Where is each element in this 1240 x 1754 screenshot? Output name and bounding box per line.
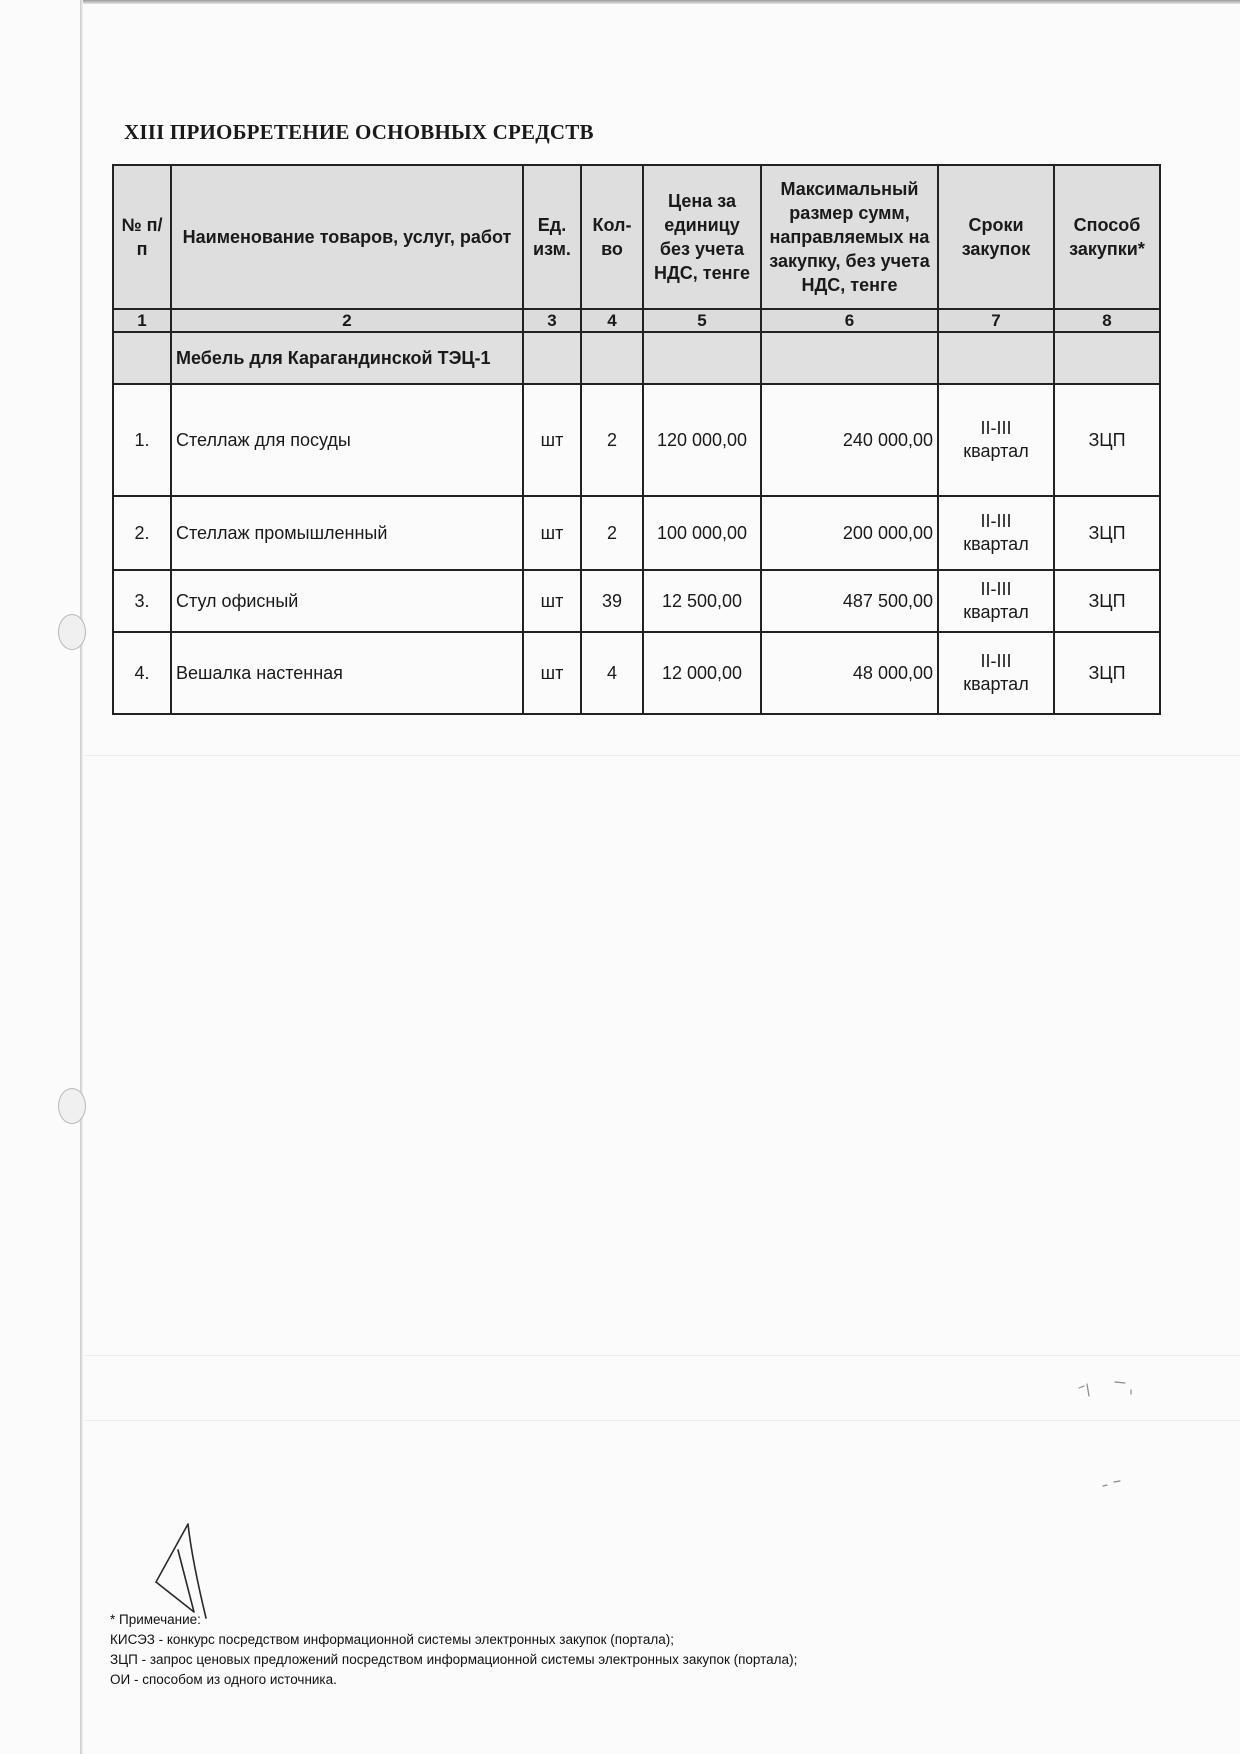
item-quantity: 2 bbox=[581, 384, 643, 496]
item-unit: шт bbox=[523, 570, 581, 632]
punch-hole bbox=[58, 614, 86, 650]
footnote-line: ЗЦП - запрос ценовых предложений посредством информационной системы электронных закупок (портала); bbox=[110, 1652, 798, 1667]
item-unit-price: 12 000,00 bbox=[643, 632, 761, 714]
header-cell: Сроки закупок bbox=[938, 165, 1054, 309]
item-quantity: 4 bbox=[581, 632, 643, 714]
item-quantity: 39 bbox=[581, 570, 643, 632]
item-unit-price: 120 000,00 bbox=[643, 384, 761, 496]
row-number: 3. bbox=[113, 570, 171, 632]
item-method: ЗЦП bbox=[1054, 496, 1160, 570]
column-number: 4 bbox=[581, 309, 643, 332]
column-number: 3 bbox=[523, 309, 581, 332]
footnote bbox=[110, 1610, 797, 1690]
page-top-edge bbox=[80, 0, 1240, 4]
period-word: квартал bbox=[963, 441, 1029, 461]
item-unit: шт bbox=[523, 496, 581, 570]
header-cell: Кол-во bbox=[581, 165, 643, 309]
row-number: 4. bbox=[113, 632, 171, 714]
faint-scan-line bbox=[84, 755, 1240, 756]
footnote-heading: * Примечание: bbox=[110, 1612, 201, 1627]
item-period bbox=[938, 496, 1054, 570]
item-name: Стеллаж промышленный bbox=[171, 496, 523, 570]
table-row bbox=[113, 384, 1160, 496]
signature-mark bbox=[148, 1520, 218, 1620]
item-unit: шт bbox=[523, 632, 581, 714]
procurement-table bbox=[112, 164, 1161, 715]
header-cell: Ед. изм. bbox=[523, 165, 581, 309]
column-number-row bbox=[113, 309, 1160, 332]
faint-scan-line bbox=[84, 1420, 1240, 1421]
item-unit: шт bbox=[523, 384, 581, 496]
period-word: квартал bbox=[963, 674, 1029, 694]
column-number: 2 bbox=[171, 309, 523, 332]
item-period bbox=[938, 570, 1054, 632]
item-method: ЗЦП bbox=[1054, 632, 1160, 714]
item-total: 240 000,00 bbox=[761, 384, 938, 496]
header-row bbox=[113, 165, 1160, 309]
item-quantity: 2 bbox=[581, 496, 643, 570]
column-number: 1 bbox=[113, 309, 171, 332]
period-quarters: II-III bbox=[980, 651, 1012, 671]
faint-scan-line bbox=[84, 1355, 1240, 1356]
item-name: Вешалка настенная bbox=[171, 632, 523, 714]
period-quarters: II-III bbox=[980, 579, 1012, 599]
table-row bbox=[113, 496, 1160, 570]
section-title: XIII ПРИОБРЕТЕНИЕ ОСНОВНЫХ СРЕДСТВ bbox=[124, 120, 594, 144]
group-title: Мебель для Карагандинской ТЭЦ-1 bbox=[171, 332, 523, 384]
item-name: Стеллаж для посуды bbox=[171, 384, 523, 496]
item-method: ЗЦП bbox=[1054, 384, 1160, 496]
header-cell: № п/п bbox=[113, 165, 171, 309]
header-cell: Цена за единицу без учета НДС, тенге bbox=[643, 165, 761, 309]
row-number: 1. bbox=[113, 384, 171, 496]
item-period bbox=[938, 384, 1054, 496]
item-total: 48 000,00 bbox=[761, 632, 938, 714]
period-quarters: II-III bbox=[980, 418, 1012, 438]
period-word: квартал bbox=[963, 534, 1029, 554]
item-name: Стул офисный bbox=[171, 570, 523, 632]
table-row bbox=[113, 570, 1160, 632]
punch-hole bbox=[58, 1088, 86, 1124]
item-method: ЗЦП bbox=[1054, 570, 1160, 632]
item-unit-price: 12 500,00 bbox=[643, 570, 761, 632]
pencil-mark bbox=[1100, 1476, 1130, 1492]
row-number: 2. bbox=[113, 496, 171, 570]
group-row bbox=[113, 332, 1160, 384]
header-cell: Максимальный размер сумм, направляемых на закупку, без учета НДС, тенге bbox=[761, 165, 938, 309]
item-total: 200 000,00 bbox=[761, 496, 938, 570]
column-number: 6 bbox=[761, 309, 938, 332]
header-cell: Способ закупки* bbox=[1054, 165, 1160, 309]
period-word: квартал bbox=[963, 602, 1029, 622]
column-number: 7 bbox=[938, 309, 1054, 332]
page-left-edge bbox=[80, 0, 83, 1754]
item-unit-price: 100 000,00 bbox=[643, 496, 761, 570]
footnote-line: КИСЭЗ - конкурс посредством информационной системы электронных закупок (портала); bbox=[110, 1632, 674, 1647]
column-number: 5 bbox=[643, 309, 761, 332]
column-number: 8 bbox=[1054, 309, 1160, 332]
table-row bbox=[113, 632, 1160, 714]
footnote-line: ОИ - способом из одного источника. bbox=[110, 1672, 337, 1687]
pencil-mark bbox=[1075, 1378, 1135, 1408]
header-cell: Наименование товаров, услуг, работ bbox=[171, 165, 523, 309]
item-total: 487 500,00 bbox=[761, 570, 938, 632]
item-period bbox=[938, 632, 1054, 714]
period-quarters: II-III bbox=[980, 511, 1012, 531]
